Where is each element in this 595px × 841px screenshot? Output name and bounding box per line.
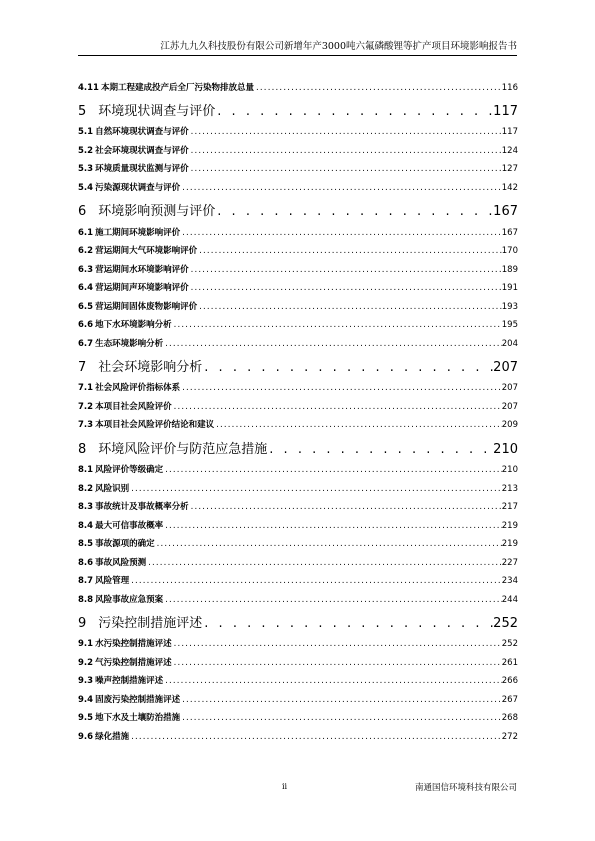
toc-entry-number: 7	[78, 359, 87, 375]
toc-entry-title: 气污染控制措施评述	[95, 657, 172, 668]
toc-section-entry[interactable]	[78, 723, 518, 742]
toc-leader-dots	[172, 402, 502, 412]
toc-entry-page: 167	[493, 204, 518, 220]
toc-entry-number: 5.4	[78, 182, 94, 193]
toc-entry-number: 8.6	[78, 557, 94, 568]
toc-entry-title: 噪声控制措施评述	[95, 676, 164, 687]
toc-entry-title: 事故源项的确定	[95, 539, 155, 550]
toc-section-entry[interactable]	[78, 137, 518, 156]
toc-entry-page: 207	[501, 401, 518, 412]
toc-entry-title: 事故风险预测	[95, 557, 147, 568]
toc-leader-dots	[189, 146, 502, 156]
toc-entry-page: 124	[501, 145, 518, 156]
toc-entry-number: 6.7	[78, 338, 94, 349]
toc-leader-dots	[202, 616, 493, 631]
toc-section-entry[interactable]	[78, 549, 518, 568]
toc-chapter-entry[interactable]	[78, 193, 518, 219]
toc-section-entry[interactable]	[78, 312, 518, 331]
toc-entry-number: 5	[78, 103, 87, 119]
toc-section-entry[interactable]	[78, 330, 518, 349]
toc-section-entry[interactable]	[78, 568, 518, 587]
toc-entry-title: 风险识别	[95, 483, 130, 494]
toc-entry-title: 风险评价等级确定	[95, 465, 164, 476]
toc-entry-title: 营运期间大气环境影响评价	[95, 246, 198, 257]
toc-entry-page: 266	[501, 676, 518, 687]
toc-entry-page: 207	[501, 383, 518, 394]
toc-entry-page: 195	[501, 320, 518, 331]
toc-leader-dots	[197, 302, 502, 312]
toc-entry-title: 环境现状调查与评价	[98, 103, 216, 119]
toc-entry-page: 117	[501, 127, 518, 138]
toc-entry-page: 261	[501, 657, 518, 668]
toc-entry-number: 9.5	[78, 713, 94, 724]
toc-leader-dots	[180, 228, 502, 238]
toc-entry-title: 营运期间水环境影响评价	[95, 264, 189, 275]
toc-section-entry[interactable]	[78, 686, 518, 705]
toc-section-entry[interactable]	[78, 174, 518, 193]
toc-section-entry[interactable]	[78, 649, 518, 668]
toc-entry-title: 营运期间声环境影响评价	[95, 283, 189, 294]
toc-entry-title: 环境风险评价与防范应急措施	[98, 441, 268, 457]
toc-leader-dots	[189, 164, 502, 174]
toc-leader-dots	[163, 676, 502, 686]
toc-entry-number: 5.2	[78, 145, 94, 156]
toc-entry-page: 210	[493, 441, 518, 457]
toc-chapter-entry[interactable]	[78, 430, 518, 456]
toc-leader-dots	[172, 320, 502, 330]
toc-entry-number: 8.1	[78, 465, 94, 476]
toc-entry-page: 170	[501, 246, 518, 257]
toc-entry-number: 8.3	[78, 502, 94, 513]
toc-entry-page: 207	[493, 359, 518, 375]
toc-section-entry[interactable]	[78, 705, 518, 724]
toc-leader-dots	[172, 658, 502, 668]
toc-entry-page: 219	[501, 520, 518, 531]
toc-leader-dots	[129, 576, 502, 586]
toc-entry-page: 252	[493, 615, 518, 631]
toc-leader-dots	[215, 204, 493, 219]
toc-section-entry[interactable]	[78, 475, 518, 494]
toc-entry-number: 9.3	[78, 676, 94, 687]
footer-organization: 南通国信环境科技有限公司	[414, 783, 517, 793]
toc-section-entry[interactable]	[78, 238, 518, 257]
toc-leader-dots	[202, 360, 493, 375]
toc-leader-dots	[163, 339, 502, 349]
toc-chapter-entry[interactable]	[78, 605, 518, 631]
toc-section-entry[interactable]	[78, 256, 518, 275]
toc-section-entry[interactable]	[78, 531, 518, 550]
toc-leader-dots	[215, 104, 493, 119]
toc-entry-number: 8.8	[78, 594, 94, 605]
toc-entry-number: 6.4	[78, 283, 94, 294]
toc-entry-number: 9.6	[78, 731, 94, 742]
toc-chapter-entry[interactable]	[78, 93, 518, 119]
toc-entry-number: 6	[78, 204, 87, 220]
toc-entry-title: 环境影响预测与评价	[98, 204, 216, 220]
toc-entry-number: 9.1	[78, 639, 94, 650]
toc-entry-number: 6.6	[78, 320, 94, 331]
toc-entry-page: 219	[501, 539, 518, 550]
toc-leader-dots	[189, 127, 502, 137]
page-header: 江苏九九久科技股份有限公司新增年产3000吨六氟磷酸锂等扩产项目环境影响报告书	[78, 38, 517, 56]
table-of-contents	[78, 74, 518, 742]
toc-leader-dots	[254, 83, 502, 93]
toc-leader-dots	[163, 521, 502, 531]
toc-leader-dots	[180, 695, 502, 705]
toc-section-entry[interactable]	[78, 375, 518, 394]
toc-entry-number: 9	[78, 615, 87, 631]
toc-leader-dots	[155, 539, 502, 549]
toc-entry-title: 最大可信事故概率	[95, 520, 164, 531]
toc-entry-number: 4.11	[78, 82, 99, 93]
toc-section-entry[interactable]	[78, 393, 518, 412]
toc-entry-title: 地下水及土壤防治措施	[95, 713, 181, 724]
toc-entry-page: 191	[501, 283, 518, 294]
toc-entry-number: 6.2	[78, 246, 94, 257]
toc-entry-page: 204	[501, 338, 518, 349]
toc-entry-title: 固废污染控制措施评述	[95, 694, 181, 705]
toc-section-entry[interactable]	[78, 631, 518, 650]
toc-entry-title: 绿化措施	[95, 731, 130, 742]
toc-entry-title: 营运期间固体废物影响评价	[95, 301, 198, 312]
toc-entry-title: 施工期间环境影响评价	[95, 227, 181, 238]
toc-entry-number: 6.1	[78, 227, 94, 238]
toc-leader-dots	[172, 639, 502, 649]
toc-entry-title: 生态环境影响分析	[95, 338, 164, 349]
toc-entry-title: 社会风险评价指标体系	[95, 383, 181, 394]
toc-entry-title: 地下水环境影响分析	[95, 320, 172, 331]
toc-entry-title: 污染源现状调查与评价	[95, 182, 181, 193]
toc-entry-page: 213	[501, 483, 518, 494]
toc-section-entry[interactable]	[78, 74, 518, 93]
toc-entry-title: 本期工程建成投产后全厂污染物排放总量	[100, 82, 254, 93]
toc-leader-dots	[146, 558, 502, 568]
toc-section-entry[interactable]	[78, 512, 518, 531]
page-number: ii	[282, 782, 288, 791]
toc-entry-title: 风险事故应急预案	[95, 594, 164, 605]
toc-leader-dots	[189, 265, 502, 275]
toc-entry-title: 本项目社会风险评价	[95, 401, 172, 412]
toc-section-entry[interactable]	[78, 293, 518, 312]
toc-entry-page: 267	[501, 694, 518, 705]
toc-entry-page: 210	[501, 465, 518, 476]
toc-entry-number: 8.2	[78, 483, 94, 494]
toc-entry-page: 234	[501, 576, 518, 587]
toc-entry-title: 事故统计及事故概率分析	[95, 502, 189, 513]
toc-leader-dots	[180, 383, 502, 393]
toc-entry-number: 8.5	[78, 539, 94, 550]
toc-entry-page: 272	[501, 731, 518, 742]
toc-entry-number: 8.4	[78, 520, 94, 531]
toc-entry-number: 7.2	[78, 401, 94, 412]
toc-entry-page: 209	[501, 420, 518, 431]
toc-entry-number: 8	[78, 441, 87, 457]
toc-leader-dots	[189, 502, 502, 512]
toc-entry-page: 244	[501, 594, 518, 605]
toc-section-entry[interactable]	[78, 457, 518, 476]
toc-leader-dots	[197, 246, 502, 256]
toc-section-entry[interactable]	[78, 156, 518, 175]
toc-entry-number: 7.3	[78, 420, 94, 431]
toc-entry-title: 社会环境现状调查与评价	[95, 145, 189, 156]
toc-entry-number: 7.1	[78, 383, 94, 394]
toc-entry-title: 污染控制措施评述	[98, 615, 203, 631]
toc-entry-page: 268	[501, 713, 518, 724]
toc-entry-number: 5.3	[78, 164, 94, 175]
toc-leader-dots	[189, 283, 502, 293]
toc-chapter-entry[interactable]	[78, 349, 518, 375]
toc-entry-title: 环境质量现状监测与评价	[95, 164, 189, 175]
toc-leader-dots	[180, 183, 502, 193]
toc-entry-page: 127	[501, 164, 518, 175]
toc-entry-page: 252	[501, 639, 518, 650]
toc-entry-title: 本项目社会风险评价结论和建议	[95, 420, 215, 431]
toc-entry-title: 水污染控制措施评述	[95, 639, 172, 650]
toc-leader-dots	[163, 595, 502, 605]
toc-section-entry[interactable]	[78, 668, 518, 687]
toc-entry-page: 116	[501, 82, 518, 93]
toc-entry-page: 117	[493, 103, 518, 119]
toc-entry-page: 193	[501, 301, 518, 312]
toc-entry-page: 142	[501, 182, 518, 193]
toc-leader-dots	[267, 442, 493, 457]
toc-entry-page: 217	[501, 502, 518, 513]
toc-section-entry[interactable]	[78, 119, 518, 138]
toc-entry-number: 9.4	[78, 694, 94, 705]
toc-entry-number: 5.1	[78, 127, 94, 138]
toc-entry-title: 社会环境影响分析	[98, 359, 203, 375]
toc-entry-number: 8.7	[78, 576, 94, 587]
toc-leader-dots	[163, 465, 502, 475]
toc-entry-title: 自然环境现状调查与评价	[95, 127, 189, 138]
toc-section-entry[interactable]	[78, 219, 518, 238]
toc-leader-dots	[214, 420, 502, 430]
toc-entry-page: 167	[501, 227, 518, 238]
toc-section-entry[interactable]	[78, 586, 518, 605]
toc-entry-number: 6.5	[78, 301, 94, 312]
toc-leader-dots	[180, 713, 502, 723]
toc-entry-number: 9.2	[78, 657, 94, 668]
toc-section-entry[interactable]	[78, 275, 518, 294]
toc-entry-title: 风险管理	[95, 576, 130, 587]
toc-section-entry[interactable]	[78, 494, 518, 513]
toc-leader-dots	[129, 484, 502, 494]
toc-entry-number: 6.3	[78, 264, 94, 275]
toc-section-entry[interactable]	[78, 412, 518, 431]
toc-leader-dots	[129, 732, 502, 742]
toc-entry-page: 227	[501, 557, 518, 568]
toc-entry-page: 189	[501, 264, 518, 275]
